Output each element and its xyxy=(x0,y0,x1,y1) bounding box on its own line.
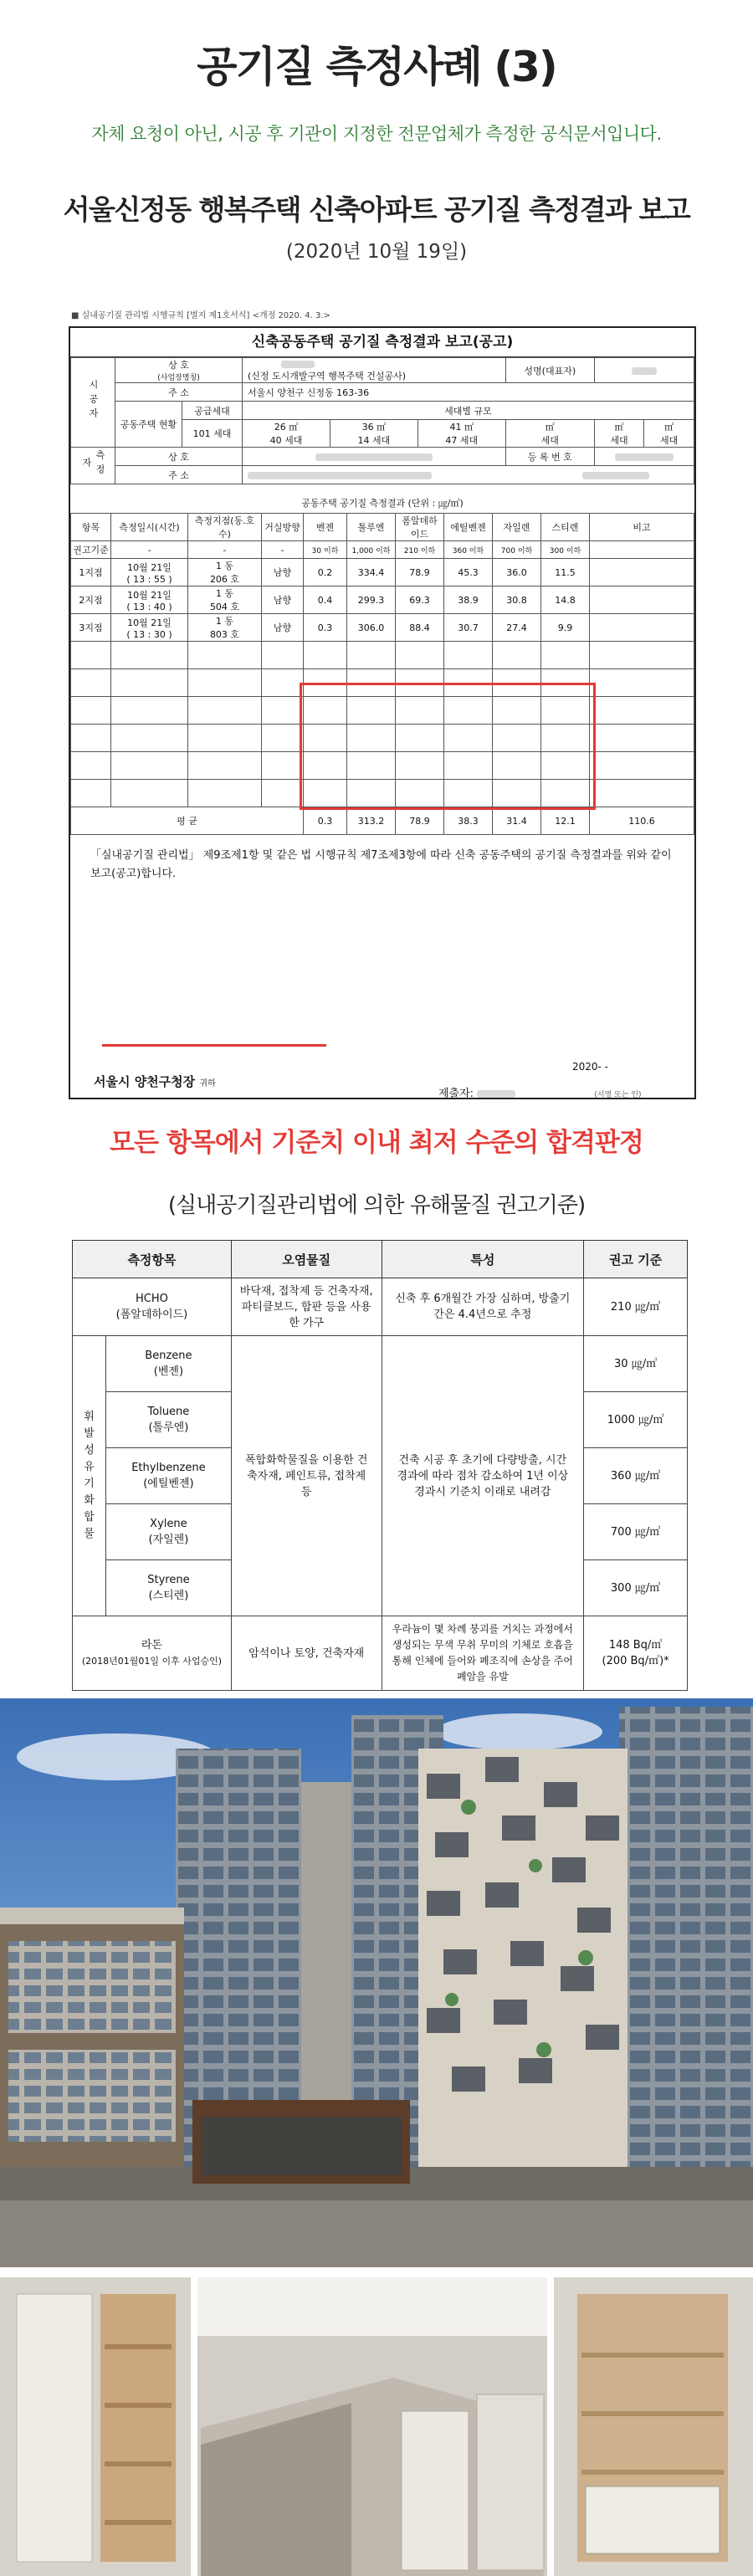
redacted xyxy=(281,361,315,368)
apartment-photo xyxy=(0,1698,753,2267)
table-row: 3지점 10월 21일 ( 13 : 30 ) 1 동 803 호 남향 0.3 306.0 88.4 30.7 27.4 9.9 xyxy=(71,614,694,642)
criteria-header-limit: 권고 기준 xyxy=(584,1241,688,1278)
sangho-label: 상 호 (사업장명칭) xyxy=(115,358,243,383)
criteria-title: (실내공기질관리법에 의한 유해물질 권고기준) xyxy=(167,1193,586,1218)
rep-value xyxy=(594,358,694,383)
size-2: 41 ㎡ 47 세대 xyxy=(417,420,505,448)
report-date: (2020년 10월 19일) xyxy=(285,241,468,263)
criteria-table xyxy=(72,1240,688,1691)
size-4: ㎡ 세대 xyxy=(594,420,644,448)
report-title: 서울신정동 행복주택 신축아파트 공기질 측정결과 보고 xyxy=(63,193,690,226)
measurer-label: 측정자 xyxy=(71,448,115,484)
scale-label: 세대별 규모 xyxy=(243,402,694,420)
col-direction: 거실방향 xyxy=(262,514,304,541)
doc-title: 신축공동주택 공기질 측정결과 보고(공고) xyxy=(70,328,694,357)
report-document xyxy=(69,326,696,1099)
col-xylene: 자일렌 xyxy=(493,514,541,541)
average-row: 평 균 0.3 313.2 78.9 38.3 31.4 12.1 110.6 xyxy=(71,807,694,835)
table-row: 1지점 10월 21일 ( 13 : 55 ) 1 동 206 호 남향 0.2 334.4 78.9 45.3 36.0 11.5 xyxy=(71,559,694,586)
empty-row xyxy=(71,752,694,780)
supply-label: 공급세대 xyxy=(182,402,243,420)
report-heading xyxy=(0,188,753,280)
units-total: 101 세대 xyxy=(182,420,243,448)
housing-label: 공동주택 현황 xyxy=(115,402,182,448)
size-5: ㎡ 세대 xyxy=(644,420,694,448)
empty-row xyxy=(71,697,694,725)
interior-photos xyxy=(0,2277,753,2576)
empty-row xyxy=(71,780,694,807)
measurer-sangho-value xyxy=(243,448,506,466)
footer-date: 2020- - xyxy=(572,1061,609,1073)
size-1: 36 ㎡ 14 세대 xyxy=(330,420,417,448)
radon-row: 라돈 (2018년01월01일 이후 사업승인) 암석이나 토양, 건축자재 우라늄이 몇 차례 붕괴를 거치는 과정에서 생성되는 무색 무취 무미의 기체로 호흡을 통해 인체에 들어와 폐조직에 손상을 주어 폐암을 유발 148 Bq/㎥ (200 Bq/㎥)* xyxy=(73,1616,688,1691)
form-note: ■ 실내공기질 관리법 시행규칙 [별지 제1호서식] <개정 2020. 4. 3.> xyxy=(71,311,330,320)
criteria-header-feature: 특성 xyxy=(382,1241,584,1278)
col-point: 측정지점(동.호수) xyxy=(188,514,262,541)
builder-label: 시공자 xyxy=(71,358,115,448)
empty-row xyxy=(71,642,694,669)
col-styrene: 스티렌 xyxy=(541,514,590,541)
col-benzene: 벤젠 xyxy=(304,514,347,541)
voc-row: Toluene (톨루엔) 1000 ㎍/㎥ xyxy=(73,1392,688,1448)
apartment-illustration xyxy=(0,1698,753,2267)
voc-row: Styrene (스티렌) 300 ㎍/㎥ xyxy=(73,1560,688,1616)
recipient: 서울시 양천구청장 귀하 xyxy=(94,1074,216,1089)
result-table xyxy=(70,493,694,835)
table-row: 2지점 10월 21일 ( 13 : 40 ) 1 동 504 호 남향 0.4 299.3 69.3 38.9 30.8 14.8 xyxy=(71,586,694,614)
page-subtitle: 자체 요청이 아닌, 시공 후 기관이 지정한 전문업체가 측정한 공식문서입니다. xyxy=(91,124,662,144)
page-title: 공기질 측정사례 (3) xyxy=(197,43,556,91)
size-3: ㎡ 세대 xyxy=(505,420,594,448)
reg-value xyxy=(594,448,694,466)
submitter: 제출자: (서명 또는 인) xyxy=(438,1088,642,1100)
addr-value: 서울시 양천구 신정동 163-36 xyxy=(243,383,694,402)
col-item: 항목 xyxy=(71,514,111,541)
sangho-value: (신정 도시개발구역 행복주택 건설공사) xyxy=(243,358,506,383)
criteria-header-pollutant: 오염물질 xyxy=(231,1241,382,1278)
voc-row: 휘발성유기화합물 Benzene (벤젠) 폭합화학물질을 이용한 건축자재, 페인트류, 접착제 등 건축 시공 후 초기에 다량방출, 시간경과에 따라 점차 감소하여 1년 이상 경과시 기준치 이래로 내려감 30 ㎍/㎥ xyxy=(73,1336,688,1392)
result-headline xyxy=(0,1104,753,1188)
criteria-header-item: 측정항목 xyxy=(73,1241,232,1278)
col-note: 비고 xyxy=(590,514,694,541)
result-caption: 공동주택 공기질 측정결과 (단위 : ㎍/㎥) xyxy=(71,493,694,514)
rep-label: 성명(대표자) xyxy=(505,358,594,383)
headline-text: 모든 항목에서 기준치 이내 최저 수준의 합격판정 xyxy=(110,1128,643,1158)
reg-label: 등 록 번 호 xyxy=(505,448,594,466)
report-form-section xyxy=(0,293,753,1104)
voc-row: Ethylbenzene (에틸벤젠) 360 ㎍/㎥ xyxy=(73,1448,688,1504)
measurer-addr-value xyxy=(243,466,694,484)
measurer-addr-label: 주 소 xyxy=(115,466,243,484)
empty-row xyxy=(71,669,694,697)
voc-source: 폭합화학물질을 이용한 건축자재, 페인트류, 접착제 등 xyxy=(231,1336,382,1616)
footer-text: 「실내공기질 관리법」 제9조제1항 및 같은 법 시행규칙 제7조제3항에 따라 신축 공동주택의 공기질 측정결과를 위와 같이 보고(공고)합니다. xyxy=(90,849,672,880)
voc-label: 휘발성유기화합물 xyxy=(73,1336,106,1616)
hcho-row: HCHO (폼알데하이드) 바닥재, 접착제 등 건축자재, 파티클보드, 합판 등을 사용한 가구 신축 후 6개월간 가장 심하며, 방출기간은 4.4년으로 추정 210 ㎍/㎥ xyxy=(73,1278,688,1336)
standard-row: 권고기준 - - - 30 이하 1,000 이하 210 이하 360 이하 700 이하 300 이하 xyxy=(71,541,694,559)
measurer-sangho-label: 상 호 xyxy=(115,448,243,466)
builder-table xyxy=(70,357,694,484)
col-toluene: 톨루엔 xyxy=(347,514,396,541)
underline-mark xyxy=(102,1044,326,1047)
interior-illustration xyxy=(0,2277,753,2576)
voc-row: Xylene (자일렌) 700 ㎍/㎥ xyxy=(73,1504,688,1560)
addr-label: 주 소 xyxy=(115,383,243,402)
size-0: 26 ㎡ 40 세대 xyxy=(243,420,330,448)
col-datetime: 측정일시(시간) xyxy=(111,514,188,541)
col-ethylbenzene: 에틸벤젠 xyxy=(444,514,493,541)
page-header xyxy=(0,0,753,159)
empty-row xyxy=(71,725,694,752)
voc-feature: 건축 시공 후 초기에 다량방출, 시간경과에 따라 점차 감소하여 1년 이상 경과시 기준치 이래로 내려감 xyxy=(382,1336,584,1616)
col-formaldehyde: 폼알데하이드 xyxy=(396,514,444,541)
